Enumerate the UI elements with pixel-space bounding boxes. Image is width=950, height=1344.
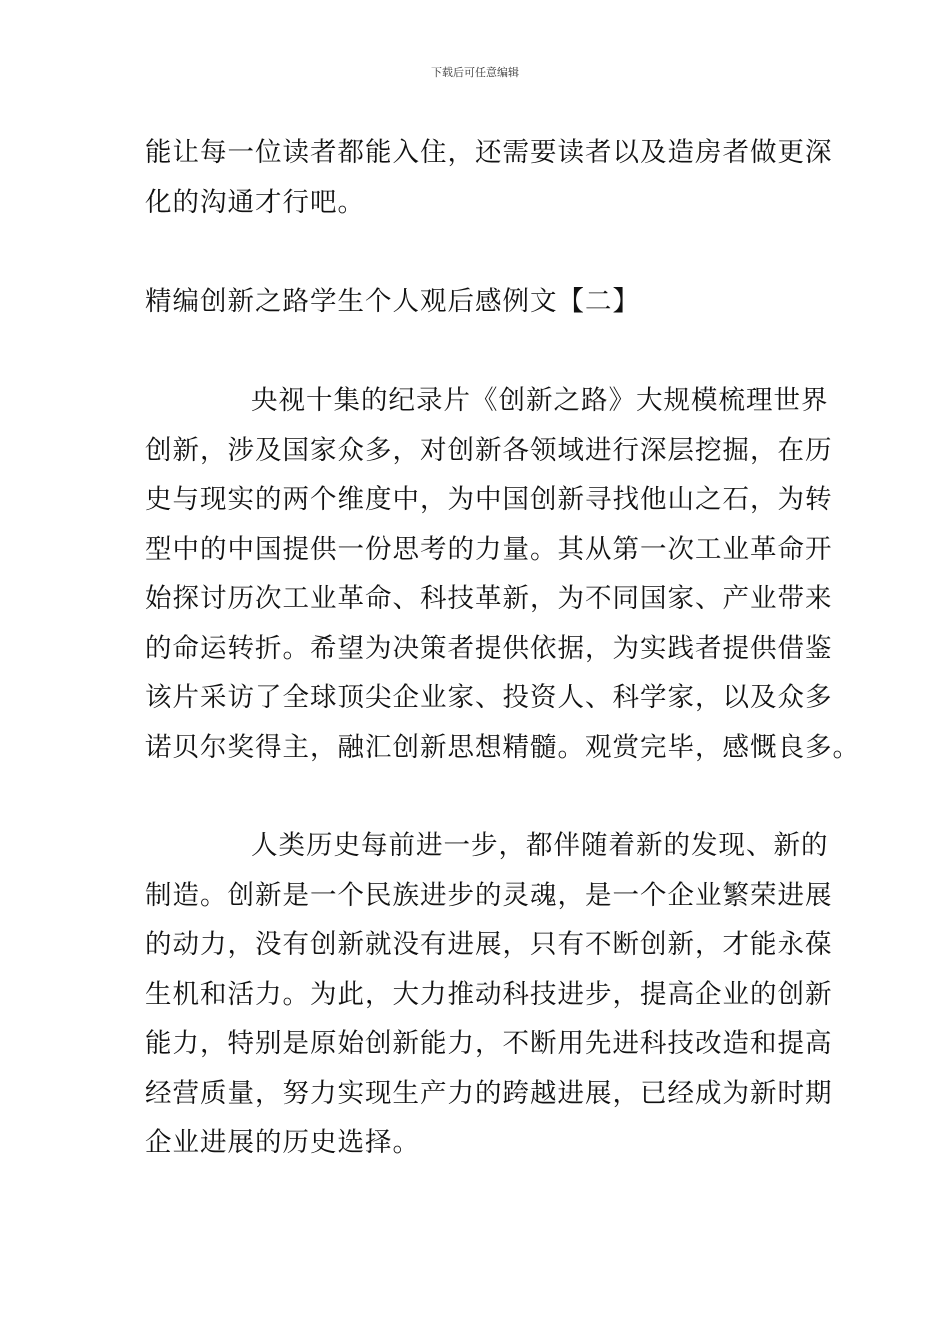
text-line: 的命运转折。希望为决策者提供依据，为实践者提供借鉴 xyxy=(145,632,833,664)
section-title: 精编创新之路学生个人观后感例文【二】 xyxy=(145,286,640,317)
continued-paragraph xyxy=(145,128,833,227)
text-line: 创新，涉及国家众多，对创新各领域进行深层挖掘，在历 xyxy=(145,434,833,466)
text-line: 化的沟通才行吧。 xyxy=(145,186,365,218)
text-line: 人类历史每前进一步，都伴随着新的发现、新的 xyxy=(251,830,829,861)
page-header: 下载后可任意编辑 xyxy=(431,66,519,79)
text-line: 经营质量，努力实现生产力的跨越进展，已经成为新时期 xyxy=(145,1077,833,1109)
text-line: 型中的中国提供一份思考的力量。其从第一次工业革命开 xyxy=(145,533,833,565)
text-line: 制造。创新是一个民族进步的灵魂，是一个企业繁荣进展 xyxy=(145,879,833,911)
paragraph-2 xyxy=(145,821,833,1168)
text-line: 该片采访了全球顶尖企业家、投资人、科学家，以及众多 xyxy=(145,682,833,713)
text-line: 企业进展的历史选择。 xyxy=(145,1127,420,1158)
text-line: 诺贝尔奖得主，融汇创新思想精髓。观赏完毕，感慨良多。 xyxy=(145,731,860,763)
text-line: 能力，特别是原始创新能力，不断用先进科技改造和提高 xyxy=(145,1028,833,1059)
text-line: 的动力，没有创新就没有进展，只有不断创新，才能永葆 xyxy=(145,929,833,960)
text-line: 能让每一位读者都能入住，还需要读者以及造房者做更深 xyxy=(145,137,833,168)
text-line: 史与现实的两个维度中，为中国创新寻找他山之石，为转 xyxy=(145,484,833,515)
text-line: 生机和活力。为此，大力推动科技进步，提高企业的创新 xyxy=(145,978,833,1010)
text-line: 央视十集的纪录片《创新之路》大规模梳理世界 xyxy=(251,385,829,416)
text-line: 始探讨历次工业革命、科技革新，为不同国家、产业带来 xyxy=(145,583,833,614)
paragraph-1 xyxy=(145,376,860,772)
